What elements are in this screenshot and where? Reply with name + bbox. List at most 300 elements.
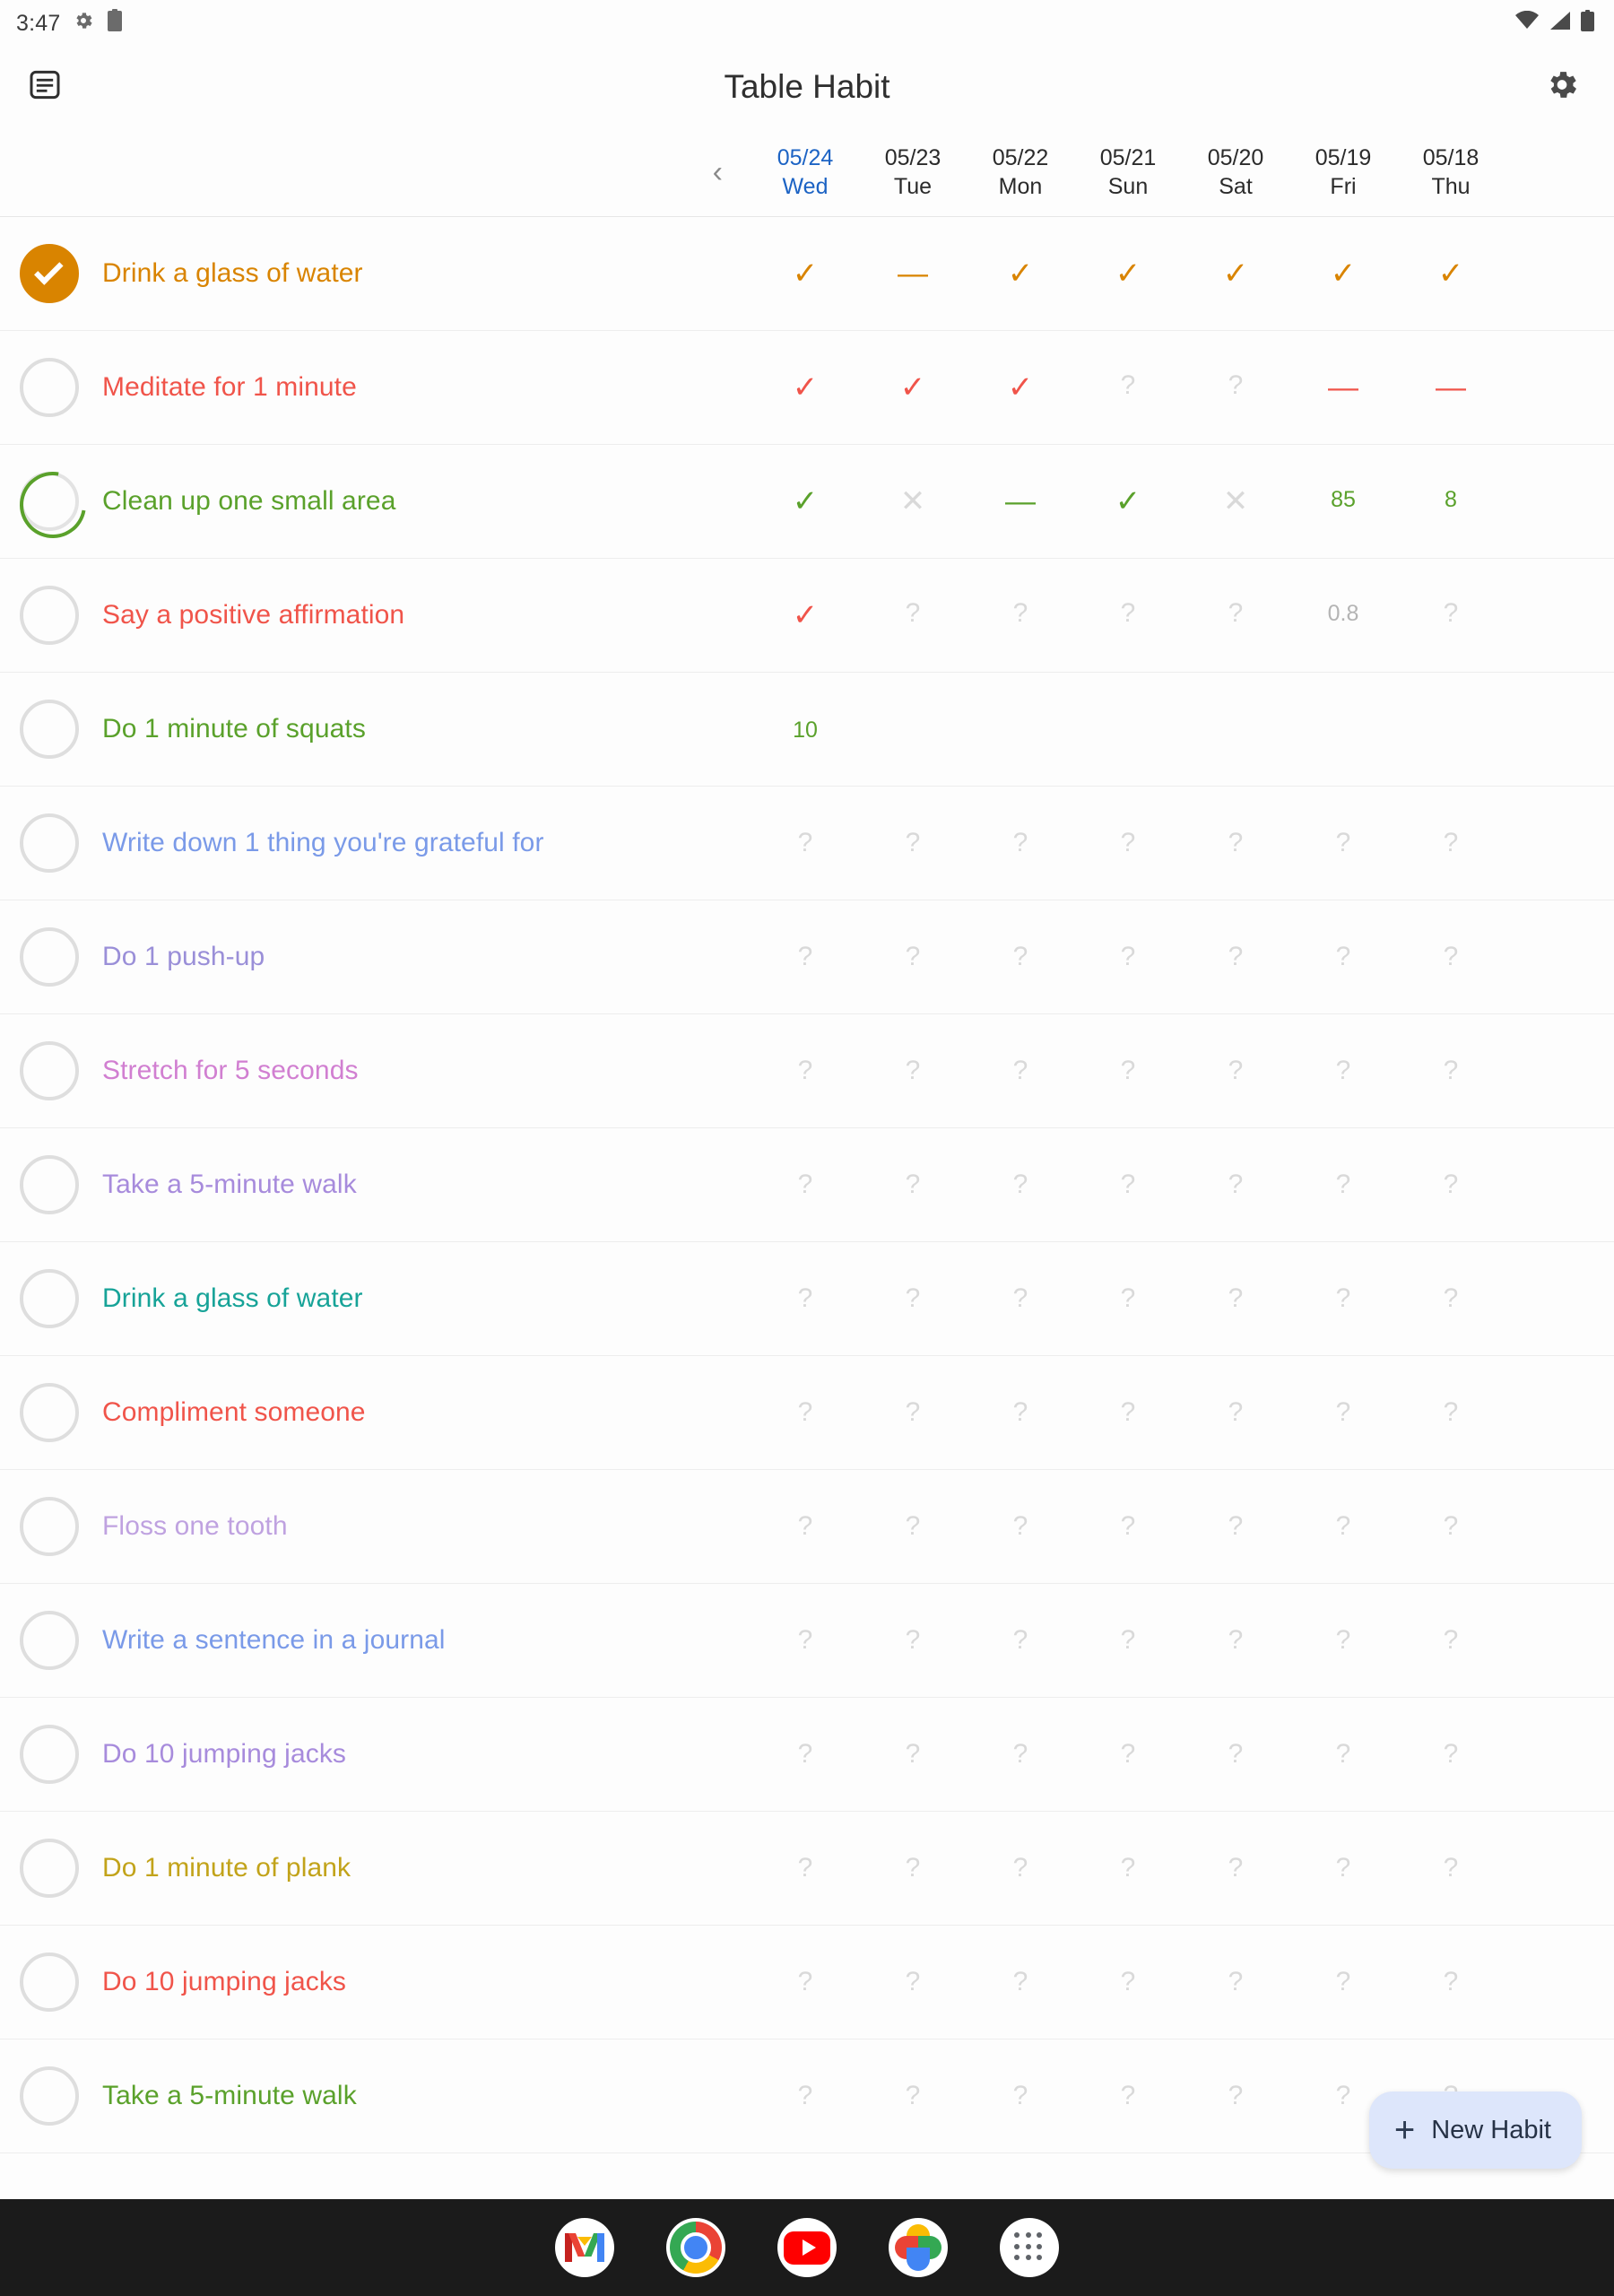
habit-cells [751,1969,1614,1996]
gear-icon [73,10,94,38]
habit-cells [751,372,1614,403]
habit-row-left [0,927,751,987]
habit-cell[interactable] [967,258,1074,289]
habit-cell-mark-unknown: ? [797,1056,813,1085]
habit-cell-mark-unknown: ? [797,1511,813,1541]
habit-cell-mark-check: ✓ [1007,370,1034,404]
habit-cell[interactable] [859,1057,967,1084]
habit-cell-mark-unknown: ? [1120,828,1136,857]
wifi-icon [1514,11,1540,37]
habit-cell[interactable] [1397,944,1505,970]
table-row[interactable] [0,1242,1614,1356]
habit-cell-mark-unknown: ? [1120,1283,1136,1313]
habit-cell-mark-unknown: ? [1228,1625,1244,1655]
habit-cell-mark-unknown: ? [905,1397,921,1427]
habit-cell[interactable] [1074,2083,1182,2109]
habit-cell[interactable] [967,2083,1074,2109]
habit-name: Do 10 jumping jacks [102,1739,347,1769]
habit-cell-mark-unknown: ? [1335,1397,1351,1427]
habit-cell[interactable] [1397,1969,1505,1996]
habit-cell[interactable] [1182,1627,1289,1654]
habit-cell[interactable] [751,1969,859,1996]
habit-cell[interactable] [967,1741,1074,1768]
habit-cell-mark-check: ✓ [1222,257,1249,291]
new-habit-button[interactable] [1369,2092,1582,2169]
habit-cell[interactable] [1289,1513,1397,1540]
habit-cell-mark-unknown: ? [797,1283,813,1313]
habit-cell[interactable] [1182,944,1289,970]
habit-cell[interactable] [967,1171,1074,1198]
habit-cell-mark-number: 85 [1331,487,1356,512]
habit-progress-ring[interactable] [20,2066,79,2126]
habit-cell-mark-unknown: ? [1335,1967,1351,1996]
habit-cell-mark-unknown: ? [1443,1056,1459,1085]
gear-icon[interactable] [1544,67,1580,108]
habit-cell-mark-unknown: ? [1120,1625,1136,1655]
table-row[interactable] [0,1812,1614,1926]
youtube-icon[interactable] [777,2218,837,2277]
habit-row-left [0,1497,751,1556]
habit-cell[interactable] [859,1627,967,1654]
habit-cell-mark-check: ✓ [792,370,819,404]
table-row[interactable] [0,559,1614,673]
habit-name: Do 1 push-up [102,942,265,971]
habit-cell[interactable] [967,717,1074,742]
habit-cell[interactable] [1074,372,1182,403]
habit-cell-mark-number: 10 [793,718,818,743]
habit-cell[interactable] [1289,1171,1397,1198]
habit-cell-mark-unknown: ? [1012,1853,1028,1883]
habit-cell-mark-unknown: ? [797,1625,813,1655]
date-column[interactable] [1397,144,1505,201]
habit-cell-mark-unknown: ? [1120,1967,1136,1996]
table-row[interactable] [0,900,1614,1014]
habit-cell[interactable] [1397,1171,1505,1198]
habit-cell-mark-unknown: ? [1012,2081,1028,2110]
habit-cell[interactable] [967,1285,1074,1312]
habit-cell-mark-unknown: ? [1012,828,1028,857]
habit-cell-mark-unknown: ? [1012,1739,1028,1769]
habit-row-left [0,1839,751,1898]
habit-cell[interactable] [1074,600,1182,631]
habit-cell[interactable] [751,1855,859,1882]
habit-cell[interactable] [859,1513,967,1540]
google-photos-icon[interactable] [889,2218,948,2277]
habit-cell-mark-unknown: ? [1012,1967,1028,1996]
habit-progress-ring[interactable] [20,1155,79,1214]
habit-cell[interactable] [1074,1969,1182,1996]
status-bar-left [16,9,123,39]
habit-cell[interactable] [1182,1741,1289,1768]
date-column[interactable] [1289,144,1397,201]
habit-cell-mark-unknown: ? [1228,1511,1244,1541]
habit-row-left [0,1725,751,1784]
habit-cell[interactable] [751,486,859,517]
habit-cell[interactable] [1397,1513,1505,1540]
habit-cell[interactable] [1074,486,1182,517]
habit-cell[interactable] [967,1399,1074,1426]
table-row[interactable] [0,1926,1614,2039]
habit-cell[interactable] [967,1057,1074,1084]
habit-progress-ring[interactable] [20,1611,79,1670]
table-row[interactable] [0,217,1614,331]
habit-cell[interactable] [1289,1969,1397,1996]
date-column[interactable] [751,144,859,201]
habit-cells [751,1855,1614,1882]
habit-cell[interactable] [1397,1741,1505,1768]
habit-cell-mark-unknown: ? [1335,1853,1351,1883]
habit-cell-mark-unknown: ? [1120,1397,1136,1427]
habit-cell-mark-unknown: ? [797,1739,813,1769]
habit-progress-ring[interactable] [20,244,79,303]
habit-cell-mark-unknown: ? [1228,942,1244,971]
habit-cell[interactable] [751,372,859,403]
date-header [0,127,1614,217]
habit-cell-mark-unknown: ? [1443,1739,1459,1769]
habit-cell[interactable] [751,717,859,742]
habit-cell-mark-unknown: ? [1228,1283,1244,1313]
habit-row-left [0,472,751,531]
habit-progress-ring[interactable] [20,813,79,873]
habit-cell[interactable] [859,1399,967,1426]
habit-cell[interactable] [1397,1285,1505,1312]
habit-cell-mark-unknown: ? [1443,828,1459,857]
habit-cell-mark-unknown: ? [1443,1853,1459,1883]
habit-cell[interactable] [1397,372,1505,403]
habit-progress-ring[interactable] [20,1383,79,1442]
table-row[interactable] [0,1584,1614,1698]
date-column-date: 05/19 [1315,144,1372,170]
habit-name: Take a 5-minute walk [102,1170,357,1199]
habit-cell-mark-unknown: ? [1228,1853,1244,1883]
habit-cell-mark-unknown: ? [1335,2081,1351,2110]
habit-cell[interactable] [1289,1399,1397,1426]
habit-cell-mark-check: ✓ [792,598,819,632]
habit-cell[interactable] [1182,1057,1289,1084]
habit-cell[interactable] [967,1627,1074,1654]
habit-cell-mark-unknown: ? [1228,370,1244,400]
habit-progress-ring[interactable] [20,1041,79,1100]
habit-cell[interactable] [751,830,859,857]
app-bar [0,47,1614,127]
habit-cell-mark-unknown: ? [1443,1511,1459,1541]
table-row[interactable] [0,1128,1614,1242]
habit-cell[interactable] [1397,1627,1505,1654]
habit-cell[interactable] [1289,600,1397,631]
habit-cell[interactable] [1397,258,1505,289]
habit-cells [751,1057,1614,1084]
date-column-date: 05/24 [777,144,834,170]
habit-cell[interactable] [1289,1627,1397,1654]
habit-cell-mark-unknown: ? [905,1056,921,1085]
habit-cell-mark-unknown: ? [797,1397,813,1427]
habit-cells [751,1285,1614,1312]
date-column-date: 05/21 [1099,144,1157,170]
status-bar-right [1514,10,1594,38]
habit-name: Meditate for 1 minute [102,372,357,402]
habit-cell[interactable] [751,1513,859,1540]
habit-cell-mark-unknown: ? [1012,1625,1028,1655]
habit-cell-mark-check: ✓ [792,484,819,518]
habit-cell[interactable] [751,600,859,631]
habit-cell-mark-unknown: ? [797,942,813,971]
habit-cells [751,1627,1614,1654]
app-drawer-icon[interactable] [1000,2218,1059,2277]
habit-cell-mark-unknown: ? [1228,1397,1244,1427]
chrome-icon[interactable] [666,2218,725,2277]
habit-cell[interactable] [1397,1057,1505,1084]
habit-cell-mark-unknown: ? [905,828,921,857]
habit-cell[interactable] [751,1171,859,1198]
habit-progress-ring[interactable] [20,1497,79,1556]
habit-cell-mark-check: ✓ [1115,484,1141,518]
habit-progress-ring[interactable] [20,472,79,531]
habit-cell[interactable] [1074,1057,1182,1084]
table-row[interactable] [0,673,1614,787]
habit-cell[interactable] [1397,1855,1505,1882]
date-column-day: Wed [782,173,829,199]
habit-cell[interactable] [1182,1969,1289,1996]
habit-cell-mark-unknown: ? [1012,1397,1028,1427]
habit-cell[interactable] [1182,717,1289,742]
habit-cell[interactable] [751,258,859,289]
habit-cell-mark-unknown: ? [1335,1056,1351,1085]
habit-progress-ring[interactable] [20,700,79,759]
habit-cell[interactable] [751,944,859,970]
habit-cell-mark-check: ✓ [1330,257,1357,291]
date-column-day: Sun [1107,173,1149,199]
habit-row-left [0,2066,751,2126]
habit-cell[interactable] [1182,2083,1289,2109]
habit-cell[interactable] [1074,1855,1182,1882]
habit-cell-mark-unknown: ? [1443,1625,1459,1655]
habit-progress-ring[interactable] [20,358,79,417]
date-column[interactable] [967,144,1074,201]
habit-cell-mark-unknown: ? [1120,1170,1136,1199]
habit-cell[interactable] [1397,486,1505,517]
habit-cell[interactable] [1182,258,1289,289]
habit-cell-mark-unknown: ? [1120,1511,1136,1541]
habit-cell-mark-unknown: ? [1335,1170,1351,1199]
habit-cell[interactable] [967,1855,1074,1882]
habit-cell-mark-unknown: ? [797,1967,813,1996]
habit-cell[interactable] [967,600,1074,631]
habit-cell[interactable] [1182,1399,1289,1426]
date-column[interactable] [1182,144,1289,201]
habit-cell[interactable] [967,372,1074,403]
habit-cell-mark-unknown: ? [1120,598,1136,628]
habit-cell[interactable] [1074,1627,1182,1654]
habit-cell[interactable] [751,1057,859,1084]
habit-cell[interactable] [1074,1399,1182,1426]
habit-cell-mark-unknown: ? [797,1170,813,1199]
habit-progress-ring[interactable] [20,1952,79,2012]
habit-cell[interactable] [751,1399,859,1426]
habit-cell[interactable] [1289,1855,1397,1882]
battery-icon [1581,10,1594,38]
habit-cell-mark-unknown: ? [1335,1739,1351,1769]
habit-cell-mark-unknown: ? [1228,2081,1244,2110]
habit-name: Write a sentence in a journal [102,1625,446,1655]
habit-cell[interactable] [859,486,967,517]
habit-cell[interactable] [1182,486,1289,517]
habit-name: Take a 5-minute walk [102,2081,357,2110]
habit-cell[interactable] [1289,258,1397,289]
habit-cells [751,717,1614,742]
habit-cell[interactable] [1289,830,1397,857]
habit-cell[interactable] [1074,258,1182,289]
habit-cell[interactable] [859,717,967,742]
date-column-day: Sat [1219,173,1253,199]
habit-cell-mark-unknown: ? [1120,2081,1136,2110]
habit-cell[interactable] [859,1741,967,1768]
date-column[interactable] [859,144,967,201]
habit-cell-mark-unknown: ? [905,1170,921,1199]
habit-cell-mark-unknown: ? [1012,1283,1028,1313]
habit-cell[interactable] [859,2083,967,2109]
habit-cell[interactable] [1397,600,1505,631]
habit-cell-mark-unknown: ? [1335,828,1351,857]
habit-cell-mark-check: ✓ [792,257,819,291]
notes-menu-icon[interactable] [27,67,63,108]
habit-cell-mark-unknown: ? [1120,942,1136,971]
habit-cell-mark-unknown: ? [1228,598,1244,628]
table-row[interactable] [0,1470,1614,1584]
habit-cell[interactable] [1289,1285,1397,1312]
habit-progress-ring[interactable] [20,586,79,645]
habit-cell[interactable] [859,944,967,970]
habit-cell-mark-unknown: ? [1443,598,1459,628]
habit-cell-mark-unknown: ? [905,1853,921,1883]
habit-cell[interactable] [859,1855,967,1882]
habit-cell[interactable] [1289,717,1397,742]
habit-cell-mark-unknown: ? [905,1511,921,1541]
habit-cell[interactable] [967,944,1074,970]
habit-cell[interactable] [967,1969,1074,1996]
habit-cell[interactable] [751,1627,859,1654]
habit-cell[interactable] [859,1285,967,1312]
habit-row-left [0,586,751,645]
habit-cell[interactable] [1289,944,1397,970]
habit-name: Do 10 jumping jacks [102,1967,347,1996]
habit-cells [751,830,1614,857]
habit-cells [751,1399,1614,1426]
table-row[interactable] [0,787,1614,900]
habit-cells [751,600,1614,631]
habit-cell[interactable] [1182,1285,1289,1312]
habit-cell[interactable] [1182,1513,1289,1540]
habit-cells [751,1741,1614,1768]
habit-cell[interactable] [967,1513,1074,1540]
habit-cell[interactable] [967,830,1074,857]
habit-cell-mark-dash: — [1436,370,1466,404]
habit-name: Write down 1 thing you're grateful for [102,828,544,857]
table-row[interactable] [0,331,1614,445]
habit-cell[interactable] [1074,830,1182,857]
habit-cell[interactable] [751,1741,859,1768]
habit-cell[interactable] [1289,1741,1397,1768]
habit-progress-ring[interactable] [20,1725,79,1784]
habit-cell-mark-unknown: ? [905,1739,921,1769]
date-column[interactable] [1074,144,1182,201]
habit-cell[interactable] [1074,717,1182,742]
check-icon [34,256,64,285]
habit-cell[interactable] [859,600,967,631]
habit-cell[interactable] [859,258,967,289]
date-header-spacer [0,152,751,193]
habit-cell[interactable] [1397,1399,1505,1426]
habit-cell[interactable] [967,486,1074,517]
habit-cell-mark-unknown: ? [1228,1967,1244,1996]
date-column-date: 05/23 [884,144,941,170]
habit-name: Drink a glass of water [102,258,363,288]
chevron-left-icon[interactable]: ‹ [712,154,723,189]
battery-saver-icon [107,9,123,39]
habit-cell[interactable] [1397,830,1505,857]
habit-cell[interactable] [859,1171,967,1198]
habit-cell[interactable] [1397,717,1505,742]
habit-cell[interactable] [1182,372,1289,403]
habit-cell[interactable] [1074,1513,1182,1540]
habit-cell[interactable] [1289,1057,1397,1084]
habit-cell[interactable] [751,2083,859,2109]
habit-name: Drink a glass of water [102,1283,363,1313]
habit-cell[interactable] [1074,1285,1182,1312]
gmail-icon[interactable] [555,2218,614,2277]
habit-row-left [0,1041,751,1100]
habit-cell[interactable] [1074,944,1182,970]
habit-cell-mark-unknown: ? [1012,1056,1028,1085]
habit-cell-mark-unknown: ? [1012,1511,1028,1541]
habit-cell[interactable] [859,1969,967,1996]
table-row[interactable] [0,1356,1614,1470]
habit-progress-ring[interactable] [20,1269,79,1328]
habit-cell[interactable] [751,1285,859,1312]
date-column-date: 05/18 [1422,144,1480,170]
habit-cell[interactable] [859,830,967,857]
table-row[interactable] [0,1014,1614,1128]
habit-cell[interactable] [1182,1171,1289,1198]
habit-cell-mark-cross: ✕ [899,484,926,518]
habit-cell-mark-unknown: ? [1335,1625,1351,1655]
habit-progress-ring[interactable] [20,927,79,987]
plus-icon: + [1393,2110,1416,2150]
habit-cell[interactable] [1182,600,1289,631]
habit-cell-mark-unknown: ? [1012,598,1028,628]
habit-cell-mark-unknown: ? [905,1283,921,1313]
habit-row-left [0,1155,751,1214]
habit-cell-mark-unknown: ? [1335,942,1351,971]
habit-cell-mark-unknown: ? [905,2081,921,2110]
habit-cell[interactable] [859,372,967,403]
habit-cell[interactable] [1289,486,1397,517]
habit-cell[interactable] [1074,1741,1182,1768]
new-habit-label: New Habit [1431,2115,1551,2144]
habit-cell[interactable] [1182,1855,1289,1882]
habit-cell[interactable] [1074,1171,1182,1198]
habit-row-left [0,244,751,303]
habit-cell-mark-unknown: ? [1228,1056,1244,1085]
habit-progress-ring[interactable] [20,1839,79,1898]
table-row[interactable] [0,445,1614,559]
habit-cell-mark-unknown: ? [905,598,921,628]
habit-cell[interactable] [1289,372,1397,403]
habit-cell-mark-check: ✓ [1115,257,1141,291]
habit-cells [751,1171,1614,1198]
habit-cell[interactable] [1182,830,1289,857]
table-row[interactable] [0,1698,1614,1812]
habit-cell-mark-unknown: ? [1443,1170,1459,1199]
